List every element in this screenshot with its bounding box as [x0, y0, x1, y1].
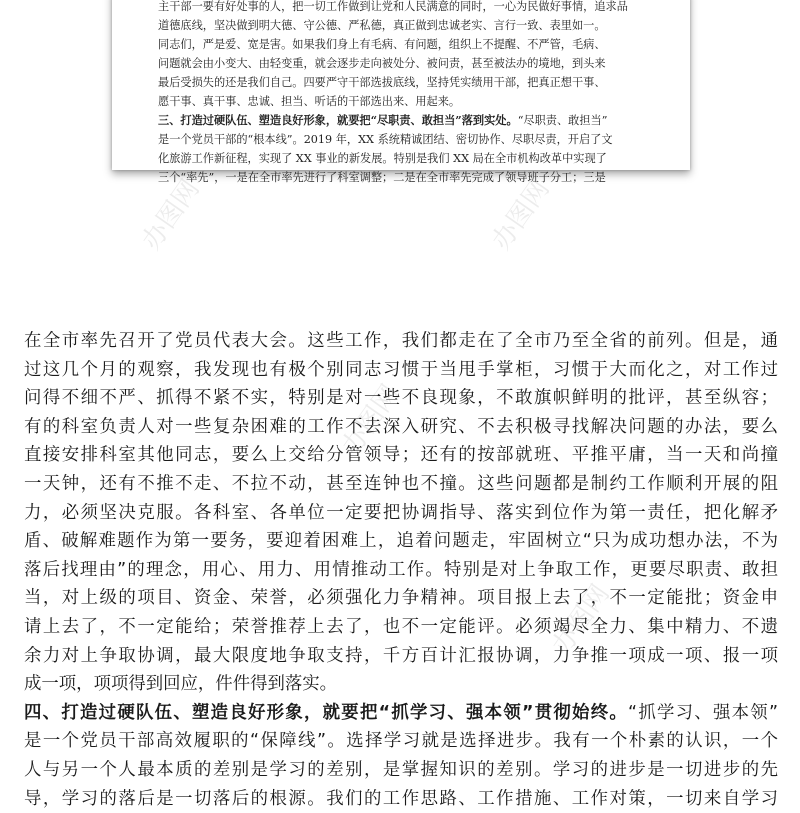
- doc-line: 是一个党员干部的“根本线”。2019 年，XX 系统精诚团结、密切协作、尽职尽责，开启了文: [158, 131, 653, 150]
- doc-heading-rest: “尽职责、敢担当”: [518, 114, 608, 127]
- doc-line: 愿干事、真干事、忠诚、担当、听话的干部选出来、用起来。: [158, 93, 653, 112]
- paragraph-line: 力，必须坚决克服。各科室、各单位一定要把协调指导、落实到位作为第一责任，把化解矛: [24, 499, 778, 528]
- document-scan-text: [158, 0, 653, 188]
- section-heading-rest: “抓学习、强本领”: [628, 703, 778, 723]
- paragraph-line: 当，对上级的项目、资金、荣誉，必须强化力争精神。项目报上去了，不一定能批；资金申: [24, 584, 778, 613]
- document-scan-image: [112, 0, 690, 170]
- doc-line: 同志们，严是爱、宽是害。如果我们身上有毛病、有问题，组织上不提醒、不严管，毛病、: [158, 36, 653, 55]
- watermark-text: 办图网: [481, 171, 556, 256]
- watermark-text: 办图网: [541, 576, 616, 661]
- paragraph-line: 导，学习的落后是一切落后的根源。我们的工作思路、工作措施、工作对策，一切来自学习: [24, 785, 778, 813]
- paragraph-line: 问得不细不严、抓得不紧不实，特别是对一些不良现象，不敢旗帜鲜明的批评，甚至纵容；: [24, 384, 778, 413]
- paragraph-line: 余力对上争取协调，最大限度地争取支持，千方百计汇报协调，力争推一项成一项、报一项: [24, 642, 778, 671]
- doc-heading-bold: 三、打造过硬队伍、塑造良好形象，就要把“尽职责、敢担当”落到实处。: [158, 113, 518, 127]
- doc-heading-line: [158, 111, 653, 131]
- watermark-text: 办图网: [131, 171, 206, 256]
- paragraph-line: 有的科室负责人对一些复杂困难的工作不去深入研究、不去积极寻找解决问题的办法，要么: [24, 413, 778, 442]
- paragraph-line: 成一项，项项得到回应，件件得到落实。: [24, 670, 778, 699]
- paragraph-line: 人与另一个人最本质的差别是学习的差别，是掌握知识的差别。学习的进步是一切进步的先: [24, 756, 778, 785]
- paragraph-line: 过这几个月的观察，我发现也有极个别同志习惯于当甩手掌柜，习惯于大而化之，对工作过: [24, 356, 778, 385]
- paragraph-line: 请上去了，不一定能给；荣誉推荐上去了，也不一定能评。必须竭尽全力、集中精力、不遗: [24, 613, 778, 642]
- watermark-text: 办图网: [331, 376, 406, 461]
- paragraph-line: 落后找理由”的理念，用心、用力、用情推动工作。特别是对上争取工作，更要尽职责、敢担: [24, 556, 778, 585]
- paragraph-line: 一天钟，还有不推不走、不拉不动，甚至连钟也不撞。这些问题都是制约工作顺利开展的阻: [24, 470, 778, 499]
- doc-line: 问题就会由小变大、由轻变重，就会逐步走向被处分、被问责，甚至被法办的境地，到头来: [158, 55, 653, 74]
- section-heading-bold: 四、打造过硬队伍、塑造良好形象，就要把“抓学习、强本领”贯彻始终。: [24, 703, 628, 723]
- section-heading-line: [24, 699, 778, 728]
- paragraph-line: 是一个党员干部高效履职的“保障线”。选择学习就是选择进步。我有一个朴素的认识，一个: [24, 727, 778, 756]
- paragraph-line: 盾、破解难题作为第一要务，要迎着困难上，追着问题走，牢固树立“只为成功想办法，不为: [24, 527, 778, 556]
- doc-line: 最后受损失的还是我们自己。四要严守干部选拔底线，坚持凭实绩用干部，把真正想干事、: [158, 74, 653, 93]
- doc-line: 化旅游工作新征程，实现了 XX 事业的新发展。特别是我们 XX 局在全市机构改革中实现了: [158, 150, 653, 169]
- doc-line: 三个“率先”，一是在全市率先进行了科室调整；二是在全市率先完成了领导班子分工；三是: [158, 169, 653, 188]
- doc-line: 道德底线，坚决做到明大德、守公德、严私德，真正做到忠诚老实、言行一致、表里如一。: [158, 17, 653, 36]
- doc-line: 主干部一要有好处事的人，把一切工作做到让党和人民满意的同时，一心为民做好事情，追求品: [158, 0, 653, 17]
- article-body: [24, 327, 778, 813]
- paragraph-line: 直接安排科室其他同志，要么上交给分管领导；还有的按部就班、平推平庸，当一天和尚撞: [24, 441, 778, 470]
- paragraph-line: 在全市率先召开了党员代表大会。这些工作，我们都走在了全市乃至全省的前列。但是，通: [24, 327, 778, 356]
